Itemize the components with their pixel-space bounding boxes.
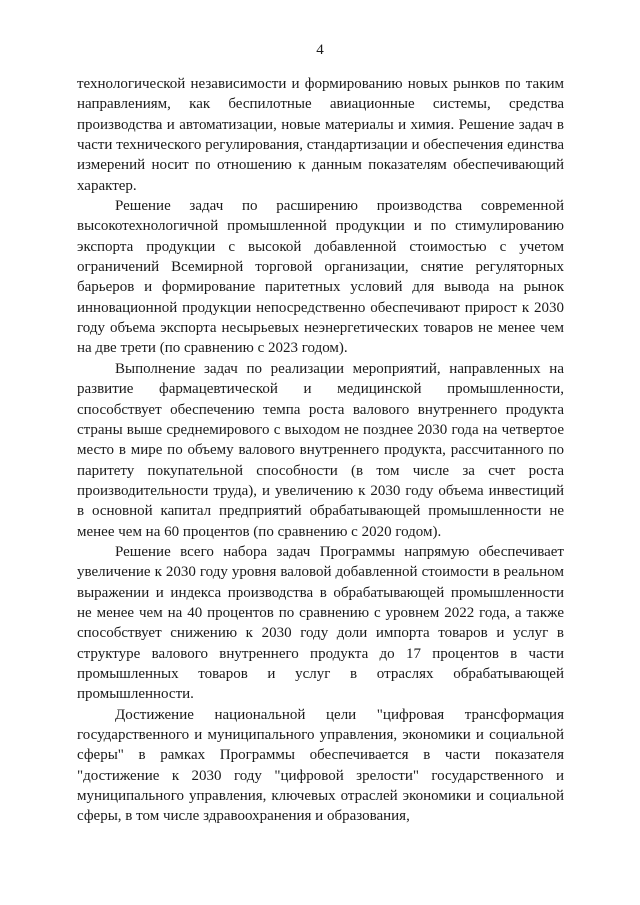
paragraph-export-growth: Решение задач по расширению производства современной высокотехнологичной промышленной продукции и по стимулированию экспорта продукции с высокой добавленной стоимостью с учетом ограничений Всемирной торговой организации, снятие регуляторных барьеров и формирование паритетных условий для вывода на рынок инновационной продукции непосредственно обеспечивают прирост к 2030 году объема экспорта несырьевых неэнергетических товаров не менее чем на две трети (по сравнению с 2023 годом). [77,198,564,357]
paragraph-program-tasks: Решение всего набора задач Программы напрямую обеспечивает увеличение к 2030 году уровня валовой добавленной стоимости в реальном выражении и индекса производства в обрабатывающей промышленности не менее чем на 40 процентов по сравнению с уровнем 2022 года, а также способствует снижению к 2030 году доли импорта товаров и услуг в структуре валового внутреннего продукта до 17 процентов в части промышленных товаров и услуг в отраслях обрабатывающей промышленности. [77,543,564,703]
paragraph-continuation: технологической независимости и формированию новых рынков по таким направлениям, как беспилотные авиационные системы, средства производства и автоматизации, новые материалы и химия. Решение задач в части технического регулирования, стандартизации и обеспечения единства измерений носит по отношению к данным показателям обеспечивающий характер. [77,76,564,194]
paragraph-pharma-industry: Выполнение задач по реализации мероприятий, направленных на развитие фармацевтической и медицинской промышленности, способствует обеспечению темпа роста валового внутреннего продукта страны выше среднемирового с выходом не позднее 2030 года на четвертое место в мире по объему валового внутреннего продукта, рассчитанного по паритету покупательной способности (в том числе за счет роста производительности труда), и увеличению к 2030 году объема инвестиций в основной капитал предприятий обрабатывающей промышленности не менее чем на 60 процентов (по сравнению с 2020 годом). [77,360,564,540]
document-body [77,74,564,827]
page-number: 4 [316,42,324,58]
paragraph-digital-transformation: Достижение национальной цели "цифровая трансформация государственного и муниципального управления, экономики и социальной сферы" в рамках Программы обеспечивается в части показателя "достижение к 2030 году "цифровой зрелости" государственного и муниципального управления, ключевых отраслей экономики и социальной сферы, в том числе здравоохранения и образования, [77,706,564,825]
